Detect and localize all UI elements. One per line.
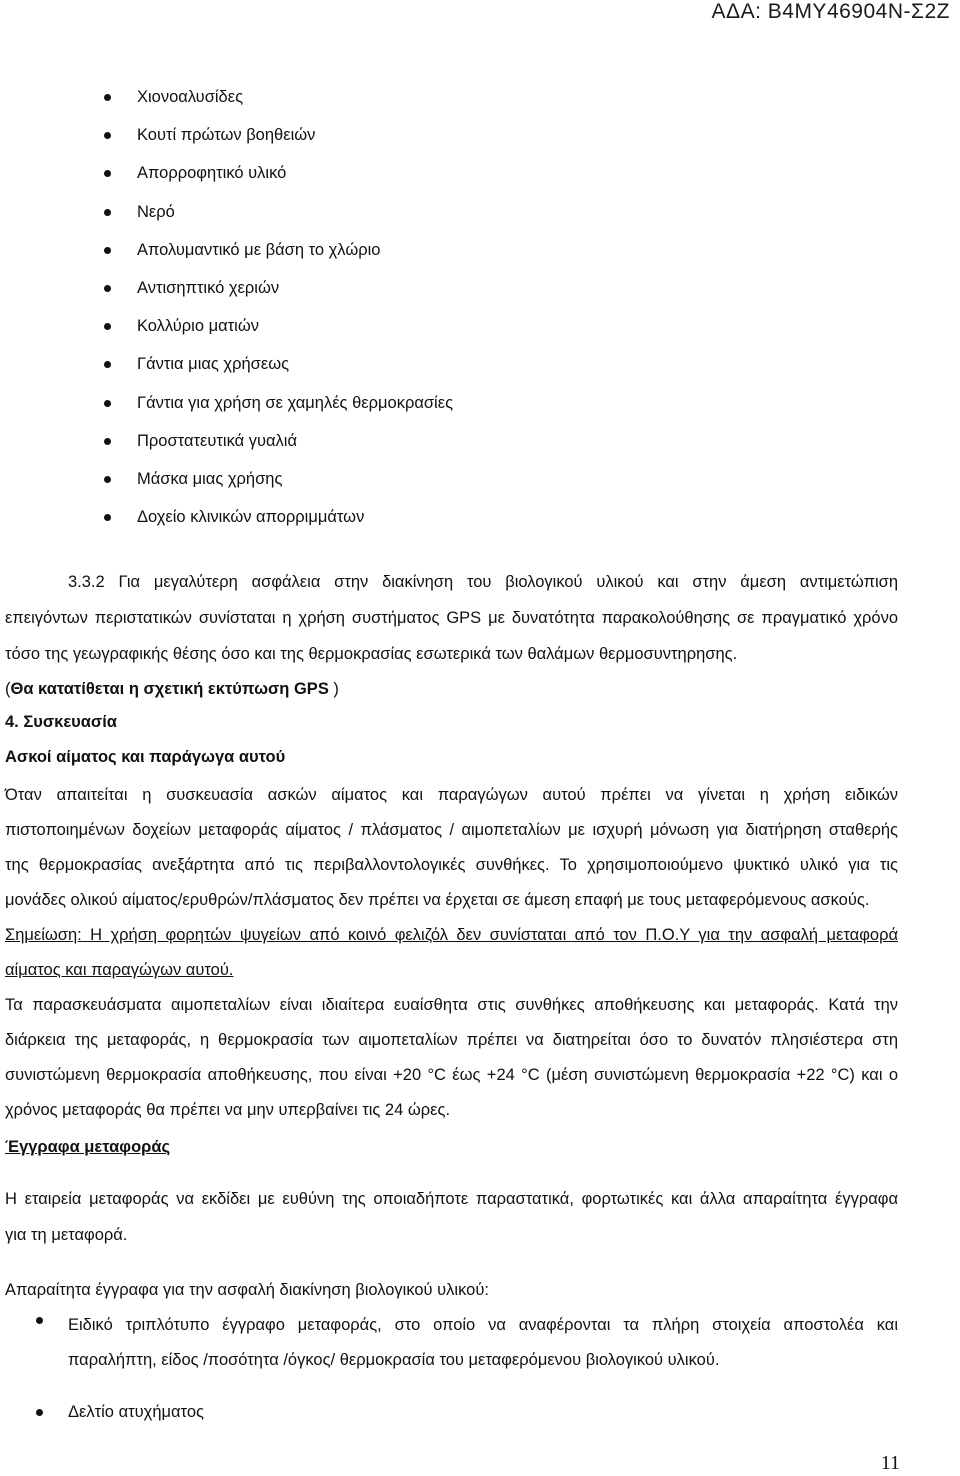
list-intro: Απαραίτητα έγγραφα για την ασφαλή διακίνηση βιολογικού υλικού: <box>5 1281 489 1299</box>
list-item: Γάντια για χρήση σε χαμηλές θερμοκρασίες <box>0 384 960 422</box>
bullet-icon <box>104 400 111 407</box>
list-item: Γάντια μιας χρήσεως <box>0 345 960 383</box>
list-item: Δοχείο κλινικών απορριμμάτων <box>0 498 960 536</box>
paragraph-line: συνιστώμενη θερμοκρασία αποθήκευσης, που είναι +20 °C έως +24 °C (μέση συνιστώμενη θερμοκρασία +22 °C) και ο <box>5 1066 898 1084</box>
subsection-heading: Ασκοί αίματος και παράγωγα αυτού <box>5 748 286 766</box>
paragraph-line: μονάδες ολικού αίματος/ερυθρών/πλάσματος δεν πρέπει να έρχεται σε άμεση επαφή με τους μεταφερόμενους ασκούς. <box>5 891 870 909</box>
section-heading: 4. Συσκευασία <box>5 713 117 731</box>
document-code: ΑΔΑ: Β4ΜΥ46904Ν-Σ2Ζ <box>711 0 950 23</box>
bullet-icon <box>36 1317 43 1324</box>
list-item: Ειδικό τριπλότυπο έγγραφο μεταφοράς, στο οποίο να αναφέρονται τα πλήρη στοιχεία αποστολέα και παραλήπτη, είδος /ποσότητα /όγκος/ θερμοκρασία του μεταφερόμενου βιολογικού υλικού. <box>0 1308 960 1400</box>
note-line: αίματος και παραγώγων αυτού. <box>5 961 234 979</box>
list-item: Αντισηπτικό χεριών <box>0 269 960 307</box>
bullet-icon <box>104 361 111 368</box>
bullet-icon <box>104 247 111 254</box>
bullet-icon <box>104 132 111 139</box>
paragraph-line: Όταν απαιτείται η συσκευασία ασκών αίματος και παραγώγων αυτού πρέπει να γίνεται η χρήση ειδικών <box>5 786 898 804</box>
bullet-icon <box>36 1409 43 1416</box>
list-item: Κολλύριο ματιών <box>0 307 960 345</box>
list-item: Δελτίο ατυχήματος <box>0 1400 960 1424</box>
paragraph-line: Η εταιρεία μεταφοράς να εκδίδει με ευθύνη της οποιαδήποτε παραστατικά, φορτωτικές και άλλα απαραίτητα έγγραφα <box>5 1190 898 1208</box>
list-item: Προστατευτικά γυαλιά <box>0 422 960 460</box>
note-line: Σημείωση: Η χρήση φορητών ψυγείων από κοινό φελιζόλ δεν συνίσταται από τον Π.Ο.Υ για την ασφαλή μεταφορά <box>5 926 898 944</box>
paragraph-line: χρόνος μεταφοράς θα πρέπει να μην υπερβαίνει τις 24 ώρες. <box>5 1101 451 1119</box>
bullet-icon <box>104 209 111 216</box>
paragraph-line: Τα παρασκευάσματα αιμοπεταλίων είναι ιδιαίτερα ευαίσθητα στις συνθήκες αποθήκευσης και μεταφοράς. Κατά την <box>5 996 898 1014</box>
gps-paragraph-line: επειγόντων περιστατικών συνίσταται η χρήση συστήματος GPS με δυνατότητα παρακολούθησης σε πραγματικό χρόνο <box>5 609 898 627</box>
list-item: Απολυμαντικό με βάση το χλώριο <box>0 231 960 269</box>
paragraph-line: της θερμοκρασίας ανεξάρτητα από τις περιβαλλοντολογικές συνθήκες. Το χρησιμοποιούμενο ψυκτικό υλικό για τις <box>5 856 898 874</box>
bullet-icon <box>104 514 111 521</box>
bullet-icon <box>104 438 111 445</box>
bullet-icon <box>104 170 111 177</box>
list-item: Κουτί πρώτων βοηθειών <box>0 116 960 154</box>
bullet-icon <box>104 476 111 483</box>
paragraph-line: για τη μεταφορά. <box>5 1226 128 1244</box>
paragraph-line: πιστοποιημένων δοχείων μεταφοράς αίματος / πλάσματος / αιμοπεταλίων με ισχυρή μόνωση για διατήρηση σταθερής <box>5 821 898 839</box>
bullet-icon <box>104 94 111 101</box>
gps-paragraph-line: τόσο της γεωγραφικής θέσης όσο και της θερμοκρασίας εσωτερικά των θαλάμων θερμοσυντηρησης. <box>5 645 738 663</box>
paragraph-line: διάρκεια της μεταφοράς, η θερμοκρασία των αιμοπεταλίων πρέπει να διατηρείται όσο το δυνατόν πλησιέστερα στη <box>5 1031 898 1049</box>
gps-paragraph-line: 3.3.2 Για μεγαλύτερη ασφάλεια στην διακίνηση του βιολογικού υλικού και στην άμεση αντιμετώπιση <box>68 573 898 591</box>
bullet-icon <box>104 323 111 330</box>
supply-list <box>0 78 960 536</box>
documents-list <box>0 1308 960 1424</box>
gps-note: (Θα κατατίθεται η σχετική εκτύπωση GPS ) <box>5 680 339 698</box>
list-item: Νερό <box>0 193 960 231</box>
section-heading: Έγγραφα μεταφοράς <box>5 1138 171 1156</box>
list-item: Μάσκα μιας χρήσης <box>0 460 960 498</box>
list-item: Χιονοαλυσίδες <box>0 78 960 116</box>
bullet-icon <box>104 285 111 292</box>
list-item: Απορροφητικό υλικό <box>0 154 960 192</box>
page-number: 11 <box>880 1452 900 1474</box>
